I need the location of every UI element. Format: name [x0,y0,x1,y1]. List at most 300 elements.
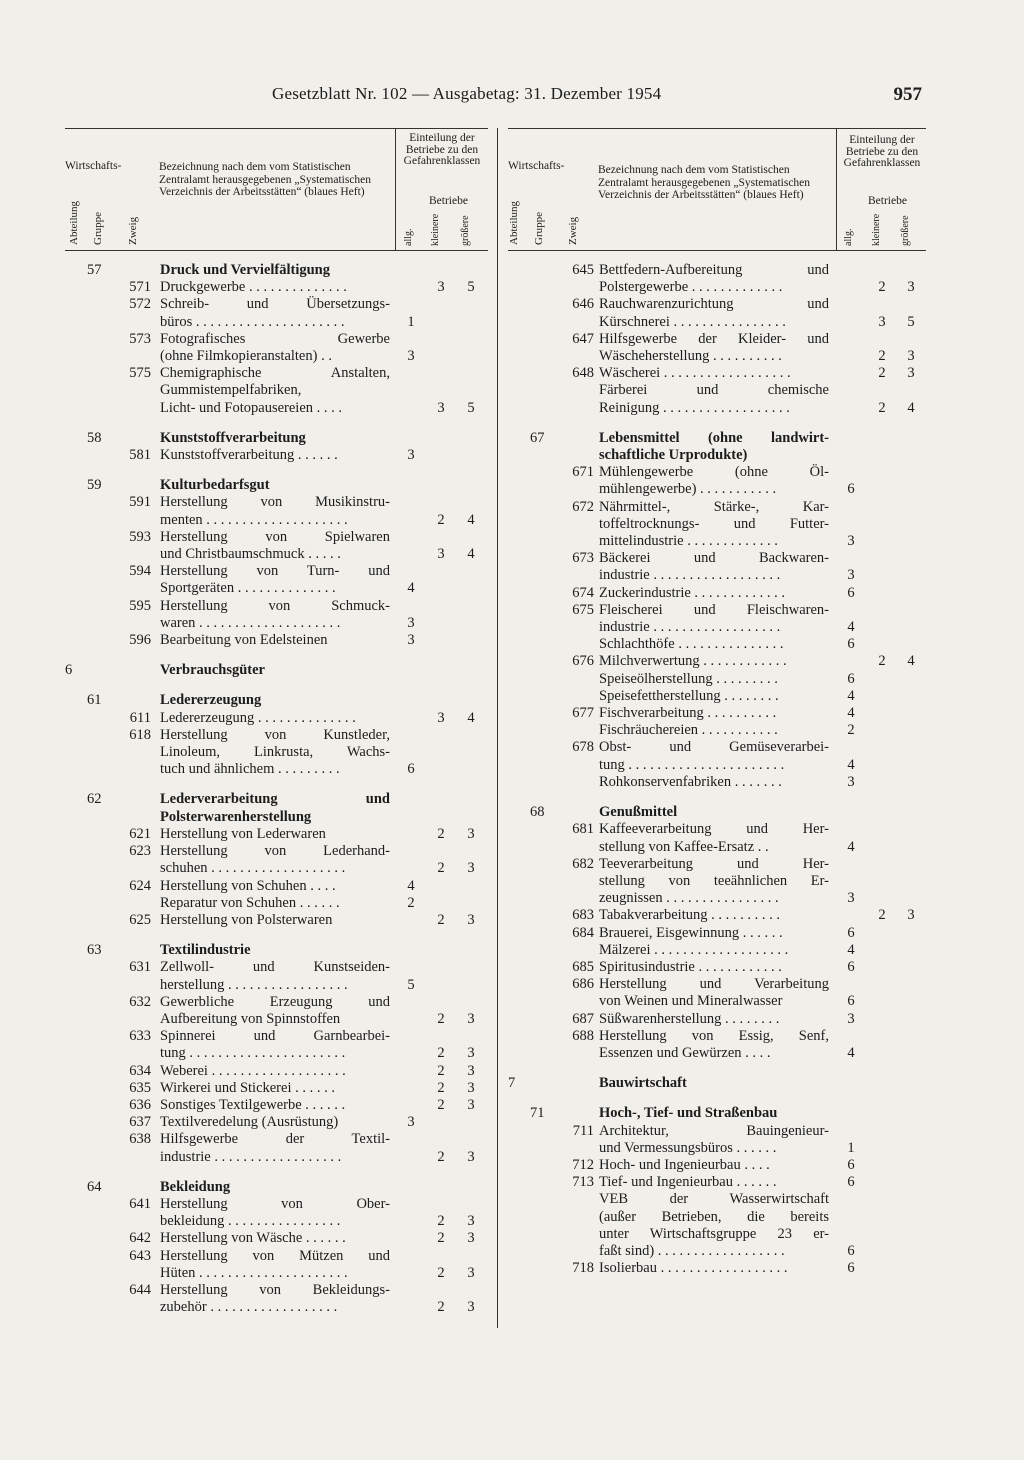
description-line: Nährmittel-, Stärke-, Kar- [599,498,829,515]
gruppe-number: 57 [87,262,102,278]
table-row [508,464,926,498]
class-allgemein: 6 [847,924,855,941]
table-row [508,1011,926,1028]
zweig-number: 686 [572,976,594,993]
description-line: Rauchwarenzurichtung und [599,296,829,313]
gruppe-number: 61 [87,692,102,709]
header-bottom-rule [65,250,488,251]
class-kleinere: 3 [437,399,445,416]
class-groessere: 4 [467,546,475,563]
zweig-number: 684 [572,924,594,941]
class-groessere: 3 [467,1230,475,1247]
entry-description [160,1282,390,1316]
description-line: Mälzerei . . . . . . . . . . . . . . . . . . . [599,941,789,958]
description-line: Wäscheherstellung . . . . . . . . . . [599,348,782,365]
table-row [508,959,926,976]
class-allgemein: 4 [847,619,855,636]
zweig-number: 633 [129,1028,151,1045]
gruppe-label: Gruppe [533,212,545,245]
class-allgemein: 4 [847,756,855,773]
description-line: Fleischerei und Fleischwaren- [599,601,829,618]
zweig-number: 638 [129,1131,151,1148]
abteilung-number: 7 [508,1075,516,1092]
class-kleinere: 2 [437,911,445,928]
class-groessere: 3 [467,860,475,877]
description-line: von Weinen und Mineralwasser [599,993,783,1010]
class-kleinere: 3 [437,546,445,563]
description-line: Rohkonservenfabriken . . . . . . . [599,773,782,790]
zweig-number: 643 [129,1247,151,1264]
class-groessere: 3 [907,348,915,365]
column-divider [497,128,498,1328]
section-heading-row [65,430,488,447]
class-allgemein: 4 [847,838,855,855]
entry-description [599,976,829,1010]
zweig-number: 711 [572,1122,594,1139]
entry-description [160,529,390,563]
zweig-label: Zweig [127,216,139,245]
table-row [65,494,488,528]
table-row [65,1028,488,1062]
zweig-number: 631 [129,959,151,976]
description-line: Tabakverarbeitung . . . . . . . . . . [599,907,780,924]
zweig-number: 623 [129,843,151,860]
description-line: Färberei und chemische [599,382,829,399]
class-kleinere: 2 [437,1230,445,1247]
zweig-number: 682 [572,855,594,872]
description-line: Herstellung von Turn- und [160,563,390,580]
table-row [508,774,926,791]
entry-description [160,843,390,877]
section-title [599,804,829,821]
description-line: Wäscherei . . . . . . . . . . . . . . . . . . [599,365,791,382]
description-line: VEB der Wasserwirtschaft [599,1191,829,1208]
table-row [508,671,926,688]
description-line: Spinnerei und Garnbearbei- [160,1028,390,1045]
entry-description [599,1191,829,1260]
entry-description [599,1011,829,1028]
table-row [65,727,488,779]
class-allgemein: 6 [847,993,855,1010]
einteilung-header: Einteilung der Betriebe zu den Gefahrenklassen [843,134,921,169]
table-row [508,585,926,602]
zweig-number: 642 [129,1230,151,1247]
zweig-number: 594 [129,563,151,580]
class-groessere: 4 [467,709,475,726]
description-line: Wirkerei und Stickerei . . . . . . [160,1079,335,1096]
gruppe-number: 59 [87,477,102,494]
section-title [160,430,390,447]
section-heading-row [65,692,488,709]
groessere-label: größere [460,215,471,246]
description-line: und Vermessungsbüros . . . . . . [599,1139,777,1156]
description-line: stellung von Kaffee-Ersatz . . [599,838,769,855]
table-row [508,1174,926,1191]
description-line: bekleidung . . . . . . . . . . . . . . . . [160,1213,341,1230]
description-line: Fischverarbeitung . . . . . . . . . . [599,705,777,722]
zweig-number: 611 [129,709,151,726]
zweig-number: 571 [129,279,151,296]
gruppe-number: 68 [530,804,545,821]
class-allgemein: 6 [847,481,855,498]
class-allgemein: 3 [847,773,855,790]
description-line: Aufbereitung von Spinnstoffen [160,1010,341,1027]
description-line: Schreib- und Übersetzungs- [160,296,390,313]
table-row [508,925,926,942]
class-kleinere: 2 [437,1045,445,1062]
description-line: Ledererzeugung [160,692,262,709]
description-line: (ohne Filmkopieranstalten) . . [160,348,332,365]
section-title [160,262,390,279]
class-kleinere: 2 [878,399,886,416]
table-row [65,710,488,727]
description-line: Hoch- und Ingenieurbau . . . . [599,1156,770,1173]
table-row [65,632,488,649]
table-row [65,1097,488,1114]
zweig-number: 675 [572,601,594,618]
table-row [508,296,926,330]
description-line: Herstellung von Lederwaren [160,825,326,842]
table-row [508,602,926,636]
zweig-number: 674 [572,584,594,601]
description-line: Kulturbedarfsgut [160,477,270,494]
zweig-number: 573 [129,330,151,347]
description-line: Hüten . . . . . . . . . . . . . . . . . . . . . [160,1264,348,1281]
allg-label: allg. [403,228,414,246]
description-line: Kunststoffverarbeitung [160,429,306,446]
table-row [65,1131,488,1165]
groessere-label: größere [900,215,911,246]
class-kleinere: 2 [437,511,445,528]
entry-description [599,653,829,670]
description-line: Bäckerei und Backwaren- [599,550,829,567]
table-row [508,739,926,773]
description-line: Textilveredelung (Ausrüstung) [160,1114,339,1131]
table-row [508,722,926,739]
class-allgemein: 6 [407,761,415,778]
description-line: industrie . . . . . . . . . . . . . . . . . . [160,1148,342,1165]
entry-description [599,262,829,296]
entry-description [160,1063,390,1080]
class-allgemein: 6 [847,1260,855,1277]
class-kleinere: 3 [878,313,886,330]
table-row [65,563,488,597]
bezeichnung-header: Bezeichnung nach dem vom Statistischen Zentralamt herausgegebenen „Systematischen Verzeichnis der Arbeitsstätten“ (blaues Heft) [159,161,372,198]
table-row [508,382,926,416]
entry-description [599,296,829,330]
entry-description [160,1196,390,1230]
class-allgemein: 3 [407,1114,415,1131]
table-row [65,529,488,563]
class-allgemein: 6 [847,670,855,687]
zweig-number: 624 [129,877,151,894]
section-heading-row [65,262,488,279]
description-line: Ledererzeugung . . . . . . . . . . . . . . [160,709,356,726]
description-line: Sonstiges Textilgewerbe . . . . . . [160,1096,346,1113]
zweig-number: 632 [129,993,151,1010]
description-line: Herstellung von Kunstleder, [160,726,390,743]
table-row [508,365,926,382]
header-divider [395,128,396,250]
table-row [65,331,488,365]
zweig-number: 718 [572,1260,594,1277]
class-kleinere: 2 [437,1148,445,1165]
entry-description [599,464,829,498]
description-line: büros . . . . . . . . . . . . . . . . . . . . . [160,313,345,330]
entry-description [599,382,829,416]
description-line: Polsterwarenherstellung [160,808,312,825]
description-line: Milchverwertung . . . . . . . . . . . . [599,653,787,670]
description-line: industrie . . . . . . . . . . . . . . . . . . [599,567,781,584]
entry-description [160,563,390,597]
wirtschafts-label: Wirtschafts- [508,160,565,172]
gruppe-number: 58 [87,429,102,446]
gazette-title: Gesetzblatt Nr. 102 — Ausgabetag: 31. Dezember 1954 [272,84,662,103]
description-line: Reparatur von Schuhen . . . . . . [160,894,340,911]
description-line: Zellwoll- und Kunstseiden- [160,959,390,976]
zweig-number: 683 [572,907,594,924]
kleinere-label: kleinere [430,213,441,246]
section-heading-row [65,942,488,959]
class-groessere: 3 [467,1299,475,1316]
section-heading-row [508,1105,926,1122]
description-line: mittelindustrie . . . . . . . . . . . . . [599,533,778,550]
table-row [65,365,488,417]
description-line: Hilfsgewerbe der Textil- [160,1131,390,1148]
table-row [65,1114,488,1131]
class-allgemein: 4 [847,1044,855,1061]
entry-description [160,1097,390,1114]
description-line: toffeltrocknungs- und Futter- [599,515,829,532]
zweig-number: 634 [129,1062,151,1079]
zweig-number: 644 [129,1281,151,1298]
zweig-number: 673 [572,550,594,567]
table-row [508,976,926,1010]
header-bottom-rule [508,250,926,251]
section-heading-row [65,477,488,494]
class-kleinere: 3 [437,279,445,296]
table-top-rule [508,128,926,129]
description-line: Kürschnerei . . . . . . . . . . . . . . . . [599,313,786,330]
zweig-number: 713 [572,1174,594,1191]
class-kleinere: 2 [437,860,445,877]
class-allgemein: 4 [407,580,415,597]
zweig-number: 575 [129,365,151,382]
class-groessere: 3 [907,365,915,382]
class-allgemein: 5 [407,976,415,993]
zweig-number: 687 [572,1010,594,1027]
gruppe-number: 62 [87,791,102,808]
zweig-number: 688 [572,1027,594,1044]
entry-description [160,895,390,912]
entry-description [599,1174,829,1191]
entry-description [599,1157,829,1174]
class-groessere: 4 [467,511,475,528]
gruppe-number: 71 [530,1105,545,1122]
zweig-number: 681 [572,821,594,838]
description-line: schaftliche Urprodukte) [599,447,748,464]
class-allgemein: 3 [407,632,415,649]
class-groessere: 3 [467,1213,475,1230]
description-line: Speiseölherstellung . . . . . . . . . [599,670,778,687]
zweig-number: 635 [129,1079,151,1096]
description-line: Zuckerindustrie . . . . . . . . . . . . . [599,584,786,601]
description-line: Herstellung und Verarbeitung [599,976,829,993]
page-number: 957 [893,84,922,105]
table-row [508,499,926,551]
description-line: Herstellung von Mützen und [160,1247,390,1264]
description-line: Kaffeeverarbeitung und Her- [599,821,829,838]
entry-description [160,331,390,365]
class-kleinere: 2 [437,1079,445,1096]
description-line: Brauerei, Eisgewinnung . . . . . . [599,924,783,941]
entry-description [160,632,390,649]
table-row [65,1196,488,1230]
table-row [65,959,488,993]
zweig-number: 591 [129,494,151,511]
class-kleinere: 2 [437,1096,445,1113]
class-kleinere: 2 [437,1213,445,1230]
description-line: Herstellung von Bekleidungs- [160,1281,390,1298]
section-heading-row [65,662,488,679]
entry-description [599,774,829,791]
description-line: Mühlengewerbe (ohne Öl- [599,464,829,481]
class-kleinere: 2 [437,1062,445,1079]
class-kleinere: 2 [878,907,886,924]
class-groessere: 3 [467,1062,475,1079]
section-title [599,1075,829,1092]
description-line: unter Wirtschaftsgruppe 23 er- [599,1225,829,1242]
class-groessere: 3 [907,279,915,296]
class-allgemein: 3 [847,567,855,584]
description-line: Kunststoffverarbeitung . . . . . . [160,447,338,464]
table-row [65,1230,488,1247]
entry-description [599,959,829,976]
description-line: Herstellung von Spielwaren [160,528,390,545]
class-allgemein: 6 [847,636,855,653]
table-row [508,856,926,908]
class-groessere: 3 [467,825,475,842]
table-row [508,1157,926,1174]
class-allgemein: 3 [847,1010,855,1027]
table-row [508,942,926,959]
description-line: Polstergewerbe . . . . . . . . . . . . . [599,279,783,296]
table-row [508,705,926,722]
description-line: tung . . . . . . . . . . . . . . . . . . . . . . [160,1045,346,1062]
table-row [65,1282,488,1316]
kleinere-label: kleinere [871,213,882,246]
class-allgemein: 3 [407,614,415,631]
right-entries [508,262,926,1277]
description-line: Druck und Vervielfältigung [160,262,330,278]
zweig-number: 595 [129,597,151,614]
zweig-number: 596 [129,632,151,649]
class-kleinere: 2 [878,348,886,365]
entry-description [599,636,829,653]
class-kleinere: 2 [437,1299,445,1316]
entry-description [160,1114,390,1131]
entry-description [160,959,390,993]
entry-description [599,942,829,959]
class-allgemein: 4 [847,705,855,722]
description-line: Spiritusindustrie . . . . . . . . . . . . [599,958,782,975]
class-kleinere: 3 [437,709,445,726]
description-line: industrie . . . . . . . . . . . . . . . . . . [599,619,781,636]
class-groessere: 3 [467,1096,475,1113]
description-line: Hilfsgewerbe der Kleider- und [599,330,829,347]
class-groessere: 5 [467,279,475,296]
entry-description [599,1123,829,1157]
entry-description [160,1230,390,1247]
description-line: Reinigung . . . . . . . . . . . . . . . . . . [599,399,790,416]
description-line: stellung von teeähnlichen Er- [599,872,829,889]
description-line: Bettfedern-Aufbereitung und [599,262,829,278]
entry-description [160,1248,390,1282]
table-row [508,636,926,653]
zweig-number: 637 [129,1114,151,1131]
description-line: Hoch-, Tief- und Straßenbau [599,1105,778,1122]
entry-description [160,710,390,727]
section-title [160,477,390,494]
zweig-number: 581 [129,447,151,464]
class-allgemein: 3 [407,447,415,464]
class-kleinere: 2 [437,1010,445,1027]
entry-description [599,585,829,602]
table-row [65,447,488,464]
section-heading-row [508,430,926,464]
entry-description [599,550,829,584]
description-line: waren . . . . . . . . . . . . . . . . . . . . [160,614,341,631]
entry-description [599,688,829,705]
table-row [508,688,926,705]
table-row [65,878,488,895]
description-line: schuhen . . . . . . . . . . . . . . . . . . . [160,860,346,877]
section-title [599,1105,829,1122]
description-line: Herstellung von Lederhand- [160,843,390,860]
description-line: Herstellung von Wäsche . . . . . . [160,1230,346,1247]
description-line: Gummistempelfabriken, [160,382,302,399]
class-kleinere: 2 [437,1264,445,1281]
description-line: tuch und ähnlichem . . . . . . . . . [160,761,340,778]
table-row [65,826,488,843]
entry-description [599,365,829,382]
table-row [65,1063,488,1080]
table-row [65,895,488,912]
entry-description [599,1260,829,1277]
class-allgemein: 4 [847,687,855,704]
section-title [160,942,390,959]
description-line: zeugnissen . . . . . . . . . . . . . . . . [599,890,779,907]
zweig-number: 636 [129,1096,151,1113]
zweig-number: 645 [572,262,594,278]
section-title [160,791,390,825]
class-allgemein: 6 [847,958,855,975]
entry-description [599,722,829,739]
description-line: Gewerbliche Erzeugung und [160,993,390,1010]
class-groessere: 3 [467,1010,475,1027]
table-top-rule [65,128,488,129]
zweig-number: 676 [572,653,594,670]
entry-description [160,279,390,296]
zweig-label: Zweig [567,216,579,245]
description-line: Licht- und Fotopausereien . . . . [160,399,343,416]
table-row [508,550,926,584]
description-line: menten . . . . . . . . . . . . . . . . . . . . [160,511,348,528]
zweig-number: 648 [572,365,594,382]
description-line: Isolierbau . . . . . . . . . . . . . . . . . . [599,1260,788,1277]
section-title [160,692,390,709]
section-title [160,662,390,679]
